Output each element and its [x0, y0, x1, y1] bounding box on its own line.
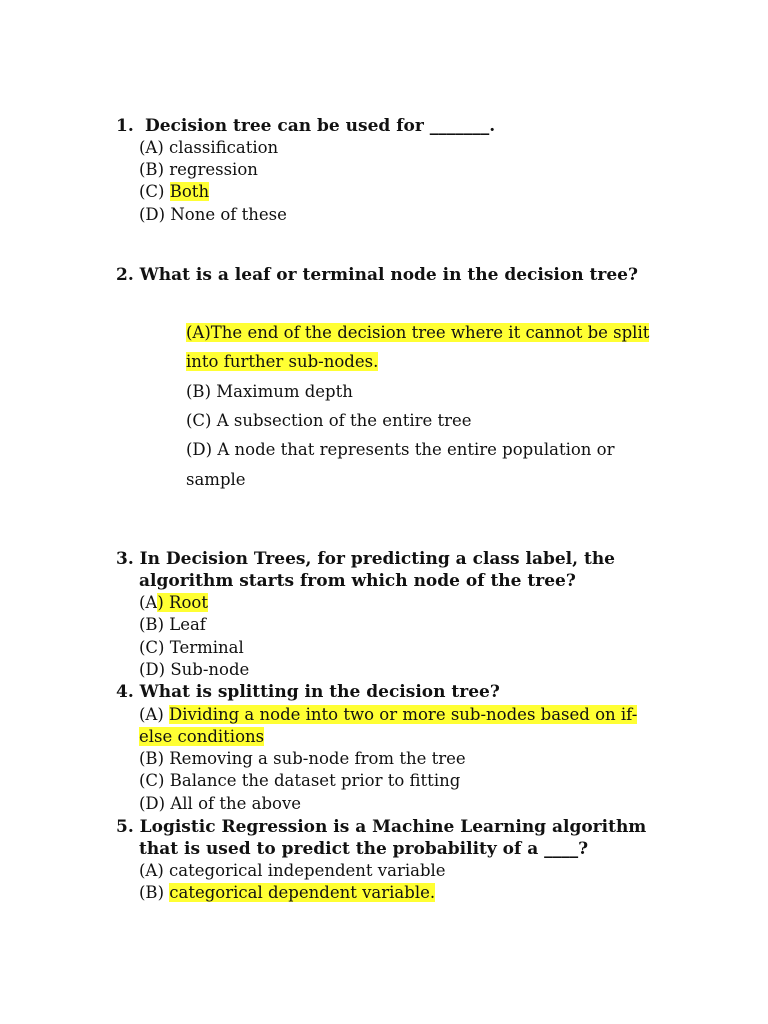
question-2-option-d-cont [186, 465, 246, 494]
question-2-text: What is a leaf or terminal node in the decision tree? [139, 265, 638, 285]
question-4-option-a-cont [139, 726, 264, 748]
question-1-option-c [139, 181, 209, 203]
highlighted-answer-prefix: (A) [186, 323, 211, 342]
highlighted-answer-cont: else conditions [139, 727, 265, 746]
question-5-title [116, 816, 646, 838]
option-text: Leaf [169, 615, 206, 634]
question-1-text: Decision tree can be used for _______. [145, 116, 496, 136]
option-text: categorical independent variable [169, 861, 446, 880]
question-1-number: 1. [116, 116, 134, 136]
question-3-text-cont: algorithm starts from which node of the tree? [139, 571, 576, 591]
option-prefix: (C) [186, 411, 217, 430]
question-1-option-b [139, 159, 258, 181]
option-text: Terminal [169, 638, 244, 657]
highlighted-answer: The end of the decision tree where it cannot be split [210, 323, 650, 342]
question-1-title [116, 115, 495, 137]
highlighted-answer: ) Root [157, 593, 208, 612]
question-4-title [116, 681, 500, 703]
question-3-title [116, 548, 615, 570]
option-prefix: (D) [186, 440, 218, 459]
question-3-text: In Decision Trees, for predicting a class label, the [139, 549, 615, 569]
question-4-text: What is splitting in the decision tree? [139, 682, 500, 702]
question-2-option-b [186, 377, 353, 406]
option-text: Balance the dataset prior to fitting [169, 771, 461, 790]
option-text: Sub-node [170, 660, 250, 679]
question-2-option-a-cont [186, 347, 378, 376]
option-prefix: (B) [186, 382, 217, 401]
option-prefix: (A) [139, 861, 170, 880]
option-prefix: (D) [139, 794, 171, 813]
option-text: None of these [170, 205, 287, 224]
question-2-title [116, 264, 638, 286]
option-text: regression [169, 160, 258, 179]
question-5-option-b [139, 882, 435, 904]
option-prefix: (B) [139, 883, 170, 902]
option-text: A node that represents the entire population or [217, 440, 615, 459]
option-prefix: (B) [139, 160, 170, 179]
option-prefix: (C) [139, 638, 170, 657]
option-prefix: (C) [139, 771, 170, 790]
question-1-option-a [139, 137, 278, 159]
question-3-option-c [139, 637, 244, 659]
question-2-option-c [186, 406, 472, 435]
option-prefix: (D) [139, 660, 171, 679]
question-4-option-c [139, 770, 460, 792]
question-3-title-cont [139, 570, 576, 592]
highlighted-answer: Both [169, 182, 210, 201]
question-5-option-a [139, 860, 446, 882]
question-2-option-a [186, 318, 649, 347]
option-prefix: (C) [139, 182, 170, 201]
question-3-option-b [139, 614, 206, 636]
question-5-text: Logistic Regression is a Machine Learning algorithm [139, 817, 647, 837]
question-1-option-d [139, 204, 287, 226]
question-3-option-d [139, 659, 249, 681]
option-prefix: (A) [139, 705, 170, 724]
question-3-number: 3. [116, 549, 134, 569]
option-prefix: (A [139, 593, 158, 612]
question-4-number: 4. [116, 682, 134, 702]
option-text: classification [169, 138, 279, 157]
highlighted-answer: categorical dependent variable. [169, 883, 436, 902]
question-5-text-cont: that is used to predict the probability of a ____? [139, 839, 589, 859]
question-5-title-cont [139, 838, 588, 860]
option-text: All of the above [170, 794, 302, 813]
option-text: A subsection of the entire tree [216, 411, 472, 430]
option-text: Maximum depth [216, 382, 353, 401]
option-text: Removing a sub-node from the tree [169, 749, 466, 768]
highlighted-answer: Dividing a node into two or more sub-nodes based on if- [169, 705, 638, 724]
question-2-option-d [186, 435, 615, 464]
question-5-number: 5. [116, 817, 134, 837]
question-4-option-a [139, 704, 637, 726]
option-prefix: (D) [139, 205, 171, 224]
option-text-cont: sample [186, 470, 246, 489]
option-prefix: (B) [139, 749, 170, 768]
question-3-option-a [139, 592, 208, 614]
question-4-option-d [139, 793, 301, 815]
highlighted-answer-cont: into further sub-nodes. [186, 352, 379, 371]
question-2-number: 2. [116, 265, 134, 285]
option-prefix: (B) [139, 615, 170, 634]
option-prefix: (A) [139, 138, 170, 157]
question-4-option-b [139, 748, 466, 770]
